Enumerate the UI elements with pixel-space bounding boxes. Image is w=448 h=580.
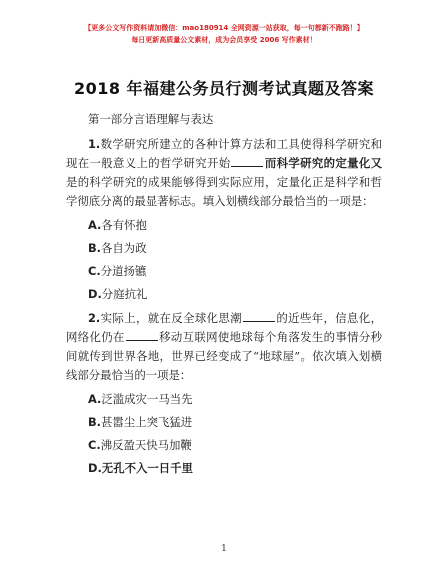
question-1	[66, 135, 382, 211]
question-1-option-a	[88, 216, 382, 234]
question-2-text-part-1: 实际上，就在反全球化思潮	[100, 311, 242, 325]
question-2-option-b	[88, 413, 382, 431]
option-letter: B.	[88, 241, 102, 255]
question-2-option-a	[88, 390, 382, 408]
question-1-option-b	[88, 239, 382, 257]
option-text: 分道扬镳	[100, 264, 147, 278]
question-1-text-after: 是的科学研究的成果能够得到实际应用，定量化正是科学和哲学彻底分离的最显著标志。填入划横线部分最恰当的一项是：	[66, 175, 382, 208]
option-text: 泛滥成灾一马当先	[101, 392, 193, 406]
option-letter: D.	[88, 287, 102, 301]
option-text: 分庭抗礼	[101, 287, 148, 301]
question-1-blank	[231, 154, 263, 167]
question-2-blank-2	[126, 328, 158, 341]
promo-banner	[0, 22, 448, 46]
question-2-blank-1	[243, 309, 275, 322]
option-text: 甚嚣尘上突飞猛进	[101, 415, 193, 429]
question-1-number: 1.	[88, 137, 101, 151]
option-text: 无孔不入一日千里	[101, 461, 193, 475]
option-letter: C.	[88, 438, 101, 452]
question-1-option-d	[88, 285, 382, 303]
section-heading: 第一部分言语理解与表达	[88, 112, 214, 126]
option-text: 各有怀抱	[101, 218, 147, 232]
question-2	[66, 309, 382, 385]
banner-line-2: 每日更新高质量公文素材，成为会员享受 2006 写作素材！	[131, 36, 317, 44]
question-2-number: 2.	[88, 311, 101, 325]
option-letter: C.	[88, 264, 101, 278]
option-letter: B.	[88, 415, 102, 429]
option-letter: A.	[88, 392, 102, 406]
option-text: 各自为政	[101, 241, 147, 255]
page-number: 1	[221, 544, 227, 554]
question-2-option-d	[88, 459, 382, 477]
document-body	[66, 110, 382, 482]
option-text: 沸反盈天快马加鞭	[100, 438, 192, 452]
question-2-text-part-3: 移动互联网使地球每个角落发生的事情分秒间就传到世界各地，世界已经变成了“地球屋”。依次填入划横线部分最恰当的一项是：	[66, 330, 382, 382]
document-title: 2018 年福建公务员行测考试真题及答案	[73, 79, 375, 98]
question-2-text-part-2: 的近些年，信息化，网络化仍在	[66, 311, 382, 344]
option-letter: A.	[88, 218, 102, 232]
question-1-text-before: 数学研究所建立的各种计算方法和工具使得科学研究和现在一般意义上的哲学研究开始	[66, 137, 382, 170]
option-letter: D.	[88, 461, 102, 475]
question-1-option-c	[88, 262, 382, 280]
banner-line-1: 【更多公文写作资料请加微信：mao180914 全网资源一站获取，每一句都新不跑路！】	[84, 24, 364, 32]
question-1-text-bold: 而科学研究的定量化又	[264, 156, 382, 170]
question-2-option-c	[88, 436, 382, 454]
